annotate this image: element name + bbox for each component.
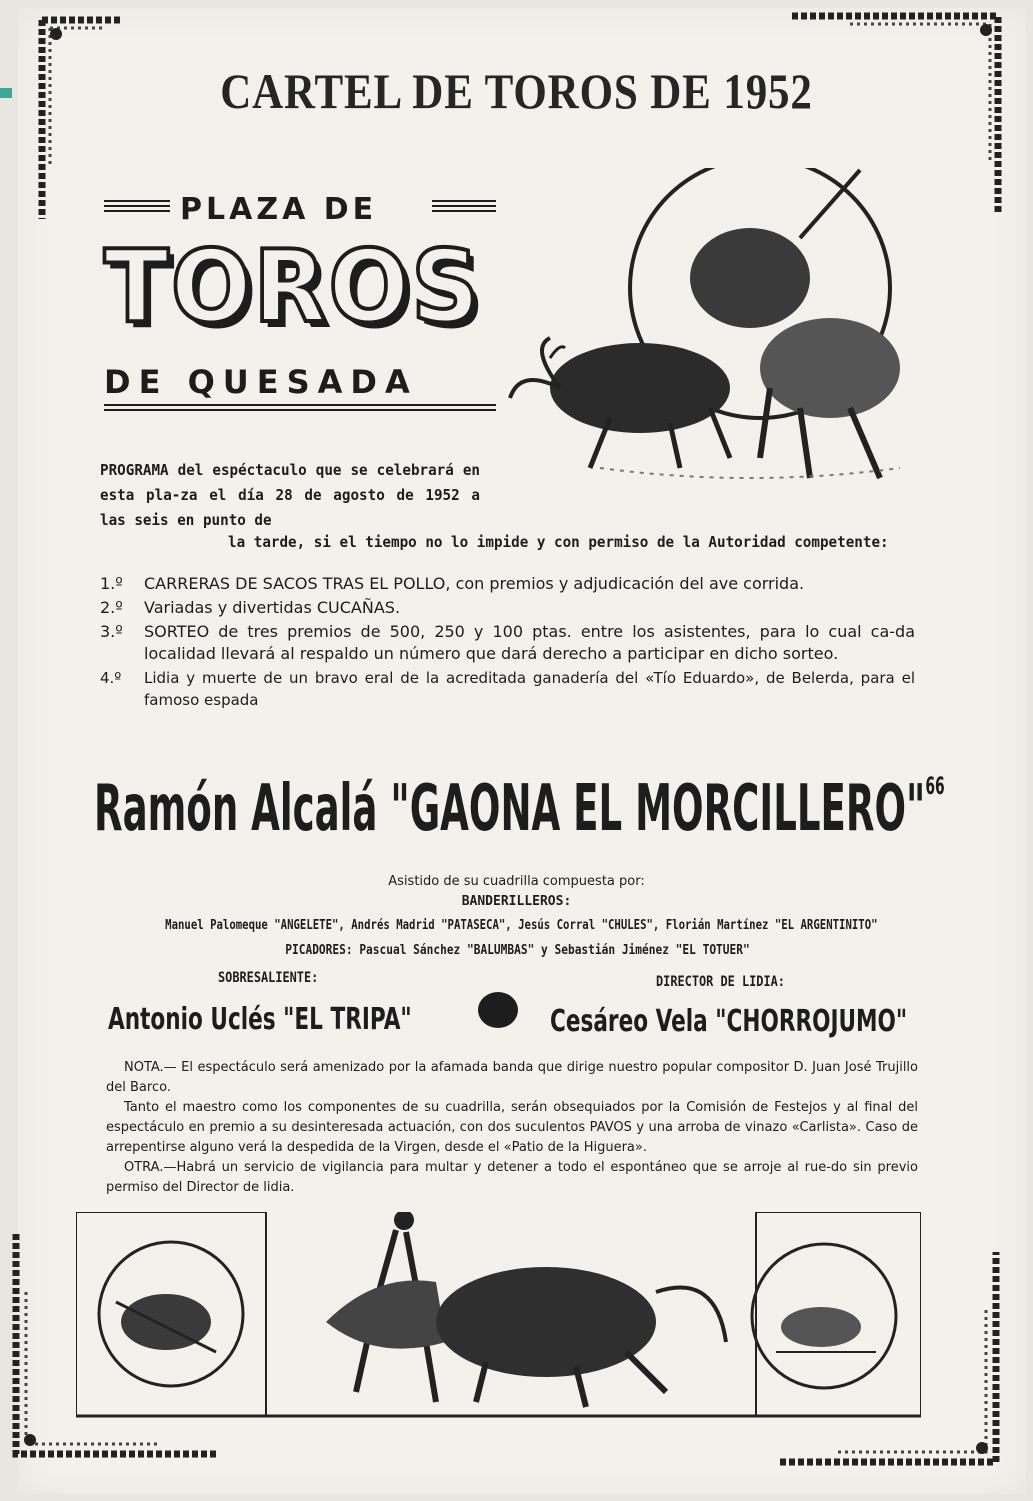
list-item	[100, 573, 915, 595]
list-item	[100, 667, 915, 711]
item-text: Lidia y muerte de un bravo eral de la acreditada ganadería del «Tío Eduardo», de Belerda, para el famoso espada	[144, 669, 915, 709]
teal-mark	[0, 88, 12, 98]
picadores-line: PICADORES: Pascual Sánchez "BALUMBAS" y Sebastián Jiménez "EL TOTUER"	[285, 943, 750, 958]
espada-name-text: Ramón Alcalá "GAONA EL MORCILLERO"	[94, 772, 926, 846]
item-number: 4.º	[100, 669, 122, 687]
director-name: Cesáreo Vela "CHORROJUMO"	[550, 1004, 908, 1039]
item-text: CARRERAS DE SACOS TRAS EL POLLO, con premios y adjudicación del ave corrida.	[144, 574, 805, 593]
list-item	[100, 597, 915, 619]
note-paragraph: NOTA.— El espectáculo será amenizado por la afamada banda que dirige nuestro popular compositor D. Juan José Trujillo del Barco.	[106, 1060, 918, 1095]
programa-continuation: la tarde, si el tiempo no lo impide y con permiso de la Autoridad competente:	[228, 533, 889, 551]
director-label: DIRECTOR DE LIDIA:	[656, 974, 785, 990]
cuadrilla-intro: Asistido de su cuadrilla compuesta por:	[388, 874, 645, 889]
item-number: 3.º	[100, 622, 123, 641]
flower-ornament-icon	[478, 992, 518, 1028]
espada-name-superscript: 66	[925, 772, 945, 800]
item-number: 2.º	[100, 598, 123, 617]
item-text: Variadas y divertidas CUCAÑAS.	[144, 598, 401, 617]
rule-left	[104, 200, 170, 215]
toros-title: TOROS	[104, 228, 482, 345]
note-paragraph: Tanto el maestro como los componentes de su cuadrilla, serán obsequiados por la Comisión de Festejos y al final del espectáculo en premio a su desinteresada actuación, con dos suculentos PAVOS y una arroba de vinazo «Carlista». Caso de arrepentirse alguno verá la despedida de la Virgen, desde el «Patio de la Higuera».	[106, 1100, 918, 1155]
item-number: 1.º	[100, 574, 123, 593]
picador-bull-illustration	[500, 168, 920, 513]
rule-under-title	[104, 404, 496, 414]
program-items	[100, 573, 915, 713]
item-text: SORTEO de tres premios de 500, 250 y 100 ptas. entre los asistentes, para lo cual ca-da localidad llevará al respaldo un número que dará derecho a participar en dicho sorteo.	[144, 622, 915, 663]
de-quesada-text: DE QUESADA	[104, 363, 418, 401]
sobresaliente-name: Antonio Uclés "EL TRIPA"	[108, 1002, 412, 1037]
notes-block	[106, 1058, 918, 1198]
banderilleros-names: Manuel Palomeque "ANGELETE", Andrés Madrid "PATASECA", Jesús Corral "CHULES", Florián Martínez "EL ARGENTINITO"	[165, 918, 878, 933]
programa-paragraph: PROGRAMA del espéctaculo que se celebrará en esta pla-za el día 28 de agosto de 1952 a las seis en punto de	[100, 461, 480, 529]
espada-name	[94, 772, 945, 846]
note-paragraph: OTRA.—Habrá un servicio de vigilancia para multar y detener a todo el espontáneo que se arroje al rue-do sin previo permiso del Director de lidia.	[106, 1160, 918, 1195]
bottom-illustration-strip	[76, 1212, 921, 1427]
rule-right	[432, 200, 496, 215]
sobresaliente-label: SOBRESALIENTE:	[218, 970, 319, 986]
list-item	[100, 621, 915, 665]
banderilleros-label: BANDERILLEROS:	[461, 894, 572, 909]
plaza-de-text: PLAZA DE	[180, 192, 378, 227]
page-heading: CARTEL DE TOROS DE 1952	[220, 63, 813, 119]
